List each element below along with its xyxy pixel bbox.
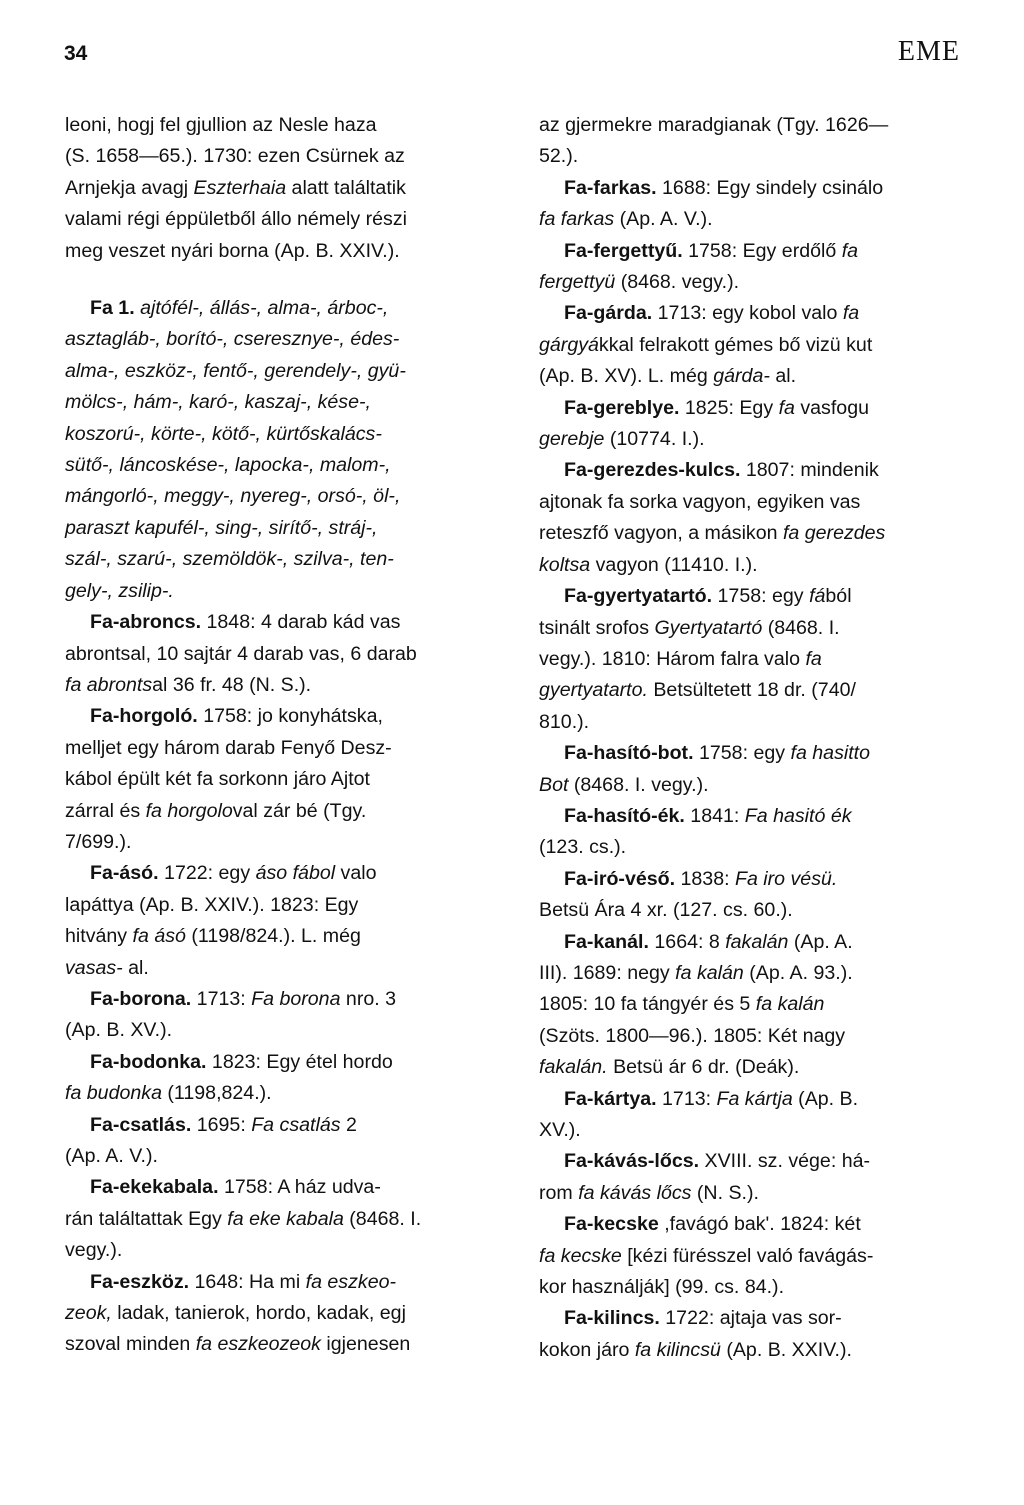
headword: Fa 1. xyxy=(90,297,135,320)
continuation-paragraph xyxy=(65,110,504,267)
entry-fa-farkas: Fa-farkas. 1688: Egy sindely csinálo fa farkas (Ap. A. V.). xyxy=(539,176,884,231)
headword: Fa-gárda. xyxy=(564,302,653,325)
headword: Fa-abroncs. xyxy=(90,611,202,634)
right-column xyxy=(539,110,976,1366)
text-line: gely-, zsilip-. xyxy=(65,579,174,602)
headword: Fa-ásó. xyxy=(90,862,159,885)
headword: Fa-iró-véső. xyxy=(564,867,676,890)
text-line: alma-, eszköz-, fentő-, gerendely-, gyü- xyxy=(65,359,406,382)
entry-fa-1-list xyxy=(65,324,504,607)
italic-term: Eszterhaia xyxy=(193,176,287,199)
headword: Fa-fergettyű. xyxy=(564,239,683,262)
entry-fa-kanal: Fa-kanál. 1664: 8 fakalán (Ap. A. III). 1689: negy fa kalán (Ap. A. 93.). 1805: 10 fa tángyér és 5 fa kalán (Szöts. 1800—96.). 1805: Két nagy fakalán. Betsü ár 6 dr. (Deák). xyxy=(539,930,853,1079)
entry-fa-hasito-ek: Fa-hasító-ék. 1841: Fa hasitó ék (123. cs.). xyxy=(539,804,852,859)
headword: Fa-farkas. xyxy=(564,176,657,199)
entry-fa-csatlas: Fa-csatlás. 1695: Fa csatlás 2 (Ap. A. V.). xyxy=(65,1113,357,1167)
entry-fa-garda: Fa-gárda. 1713: egy kobol valo fa gárgyákkal felrakott gémes bő vizü kut (Ap. B. XV). L. még gárda- al. xyxy=(539,302,873,388)
entry-fa-gyertyatarto: Fa-gyertyatartó. 1758: egy fából tsinált srofos Gyertyatartó (8468. I. vegy.). 1810: Három falra valo fa gyertyatarto. Betsültetett 18 dr. (740/ 810.). xyxy=(539,585,856,733)
text-line: asztagláb-, borító-, cseresznye-, édes- xyxy=(65,328,400,351)
text-line: (S. 1658—65.). 1730: ezen Csürnek az xyxy=(65,145,405,168)
headword: Fa-kecske xyxy=(564,1213,659,1236)
text-line: szál-, szarú-, szemöldök-, szilva-, ten- xyxy=(65,548,394,571)
text-line: valami régi éppületből állo némely részi xyxy=(65,208,407,231)
continuation-paragraph: az gjermekre maradgianak (Tgy. 1626— 52.). xyxy=(539,114,889,168)
entry-fa-bodonka: Fa-bodonka. 1823: Egy étel hordo fa budonka (1198,824.). xyxy=(65,1050,393,1105)
running-head: EME xyxy=(897,36,960,67)
entry-fa-1 xyxy=(65,293,504,324)
entry-fa-borona: Fa-borona. 1713: Fa borona nro. 3 (Ap. B. XV.). xyxy=(65,987,397,1042)
headword: Fa-gerezdes-kulcs. xyxy=(564,459,741,482)
entry-fa-fergettyu: Fa-fergettyű. 1758: Egy erdőlő fa fergettyü (8468. vegy.). xyxy=(539,239,859,294)
text-line: abrontsal, 10 sajtár 4 darab vas, 6 darab xyxy=(65,642,417,665)
entry-fa-kecske: Fa-kecske ,favágó bak'. 1824: két fa kecske [kézi fürésszel való favágás- kor használják] (99. cs. 84.). xyxy=(539,1213,874,1299)
headword: Fa-horgoló. xyxy=(90,705,198,728)
page-number: 34 xyxy=(64,42,88,65)
headword: Fa-eszköz. xyxy=(90,1270,190,1293)
text-line: mölcs-, hám-, karó-, kaszaj-, kése-, xyxy=(65,391,371,414)
entry-fa-horgolo: Fa-horgoló. 1758: jo konyhátska, melljet egy három darab Fenyő Desz- kábol épült két fa sorkonn járo Ajtot zárral és fa horgoloval zár bé (Tgy. 7/699.). xyxy=(65,705,392,853)
headword: Fa-hasító-ék. xyxy=(564,804,685,827)
entry-fa-gereblye: Fa-gereblye. 1825: Egy fa vasfogu gerebje (10774. I.). xyxy=(539,396,869,451)
entry-fa-kilincs: Fa-kilincs. 1722: ajtaja vas sor- kokon járo fa kilincsü (Ap. B. XXIV.). xyxy=(539,1307,852,1361)
headword: Fa-borona. xyxy=(90,987,192,1010)
entry-fa-kartya: Fa-kártya. 1713: Fa kártja (Ap. B. XV.). xyxy=(539,1087,859,1141)
entry-fa-abroncs: Fa-abroncs. 1848: 4 darab kád vas abrontsal, 10 sajtár 4 darab vas, 6 darab fa abrontsal 36 fr. 48 (N. S.). xyxy=(65,607,504,701)
headword: Fa-bodonka. xyxy=(90,1050,207,1073)
headword: Fa-kártya. xyxy=(564,1087,657,1110)
left-column xyxy=(65,110,504,1361)
text-line: leoni, hogj fel gjullion az Nesle haza xyxy=(65,114,377,136)
text-line: meg veszet nyári borna (Ap. B. XXIV.). xyxy=(65,239,400,262)
headword: Fa-hasító-bot. xyxy=(564,742,694,765)
headword: Fa-kávás-lőcs. xyxy=(564,1150,700,1173)
headword: Fa-csatlás. xyxy=(90,1113,192,1136)
entry-text: ajtófél-, állás-, alma-, árboc-, xyxy=(134,297,389,320)
entry-fa-aso: Fa-ásó. 1722: egy áso fábol valo lapáttya (Ap. B. XXIV.). 1823: Egy hitvány fa ásó (1198/824.). L. még vasas- al. xyxy=(65,862,377,979)
headword: Fa-ekekabala. xyxy=(90,1176,219,1199)
entry-fa-gerezdes-kulcs: Fa-gerezdes-kulcs. 1807: mindenik ajtonak fa sorka vagyon, egyiken vas reteszfő vagyon, a másikon fa gerezdes koltsa vagyon (11410. I.). xyxy=(539,459,886,576)
headword: Fa-kanál. xyxy=(564,930,649,953)
text-line: Arnjekja avagj Eszterhaia alatt találtatik xyxy=(65,176,406,199)
headword: Fa-gereblye. xyxy=(564,396,680,419)
entry-fa-hasito-bot: Fa-hasító-bot. 1758: egy fa hasitto Bot (8468. I. vegy.). xyxy=(539,742,871,796)
entry-fa-ekekabala: Fa-ekekabala. 1758: A ház udva- rán találtattak Egy fa eke kabala (8468. I. vegy.). xyxy=(65,1176,422,1262)
text-line: paraszt kapufél-, sing-, sirítő-, stráj-, xyxy=(65,516,378,539)
headword: Fa-kilincs. xyxy=(564,1307,660,1330)
text-line: koszorú-, körte-, kötő-, kürtőskalács- xyxy=(65,422,382,445)
headword: Fa-gyertyatartó. xyxy=(564,585,713,608)
text-line: mángorló-, meggy-, nyereg-, orsó-, öl-, xyxy=(65,485,401,508)
entry-fa-eszkoz: Fa-eszköz. 1648: Ha mi fa eszkeo- zeok, ladak, tanierok, hordo, kadak, egj szoval minden fa eszkeozeok igjenesen xyxy=(65,1270,411,1356)
text-line: sütő-, láncoskése-, lapocka-, malom-, xyxy=(65,454,391,477)
page-header xyxy=(64,36,960,72)
entry-fa-iro-veso: Fa-iró-véső. 1838: Fa iro vésü. Betsü Ára 4 xr. (127. cs. 60.). xyxy=(539,867,838,922)
entry-fa-kavas-locs: Fa-kávás-lőcs. XVIII. sz. vége: há- rom fa kávás lőcs (N. S.). xyxy=(539,1150,871,1204)
